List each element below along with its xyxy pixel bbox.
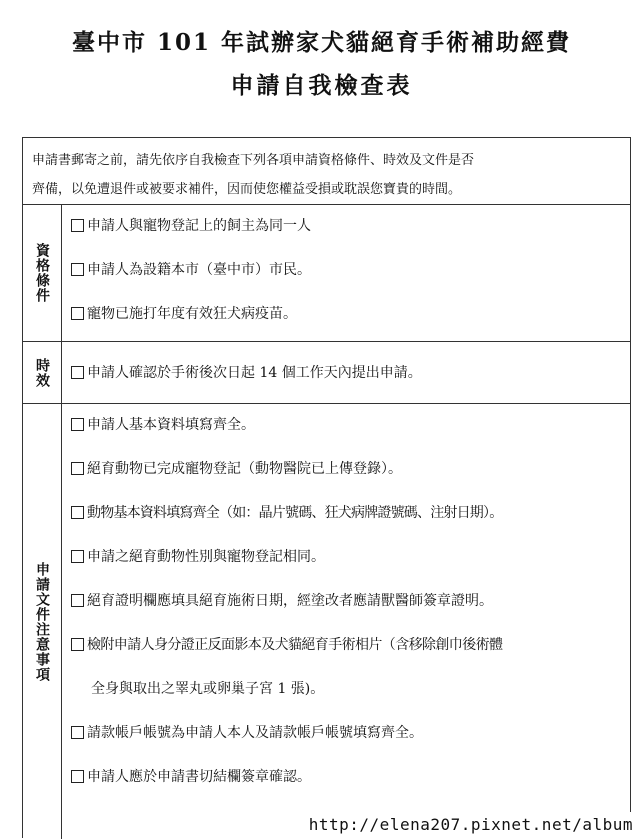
section-label-timeliness: 時效 bbox=[34, 357, 50, 388]
intro-cell bbox=[23, 138, 630, 205]
checkbox[interactable] bbox=[71, 550, 84, 563]
checkbox[interactable] bbox=[71, 770, 84, 783]
checkbox[interactable] bbox=[71, 418, 84, 431]
section-label-eligibility: 資格條件 bbox=[34, 243, 50, 303]
item-text: 申請人應於申請書切結欄簽章確認。 bbox=[87, 769, 311, 785]
document-title-line1: 臺中市 101 年試辦家犬貓絕育手術補助經費 bbox=[71, 29, 572, 56]
checklist-item[interactable] bbox=[71, 590, 493, 610]
checklist-item[interactable] bbox=[71, 546, 325, 566]
intro-text-line1: 申請書郵寄之前，請先依序自我檢查下列各項申請資格條件、時效及文件是否 bbox=[32, 153, 475, 168]
item-text: 檢附申請人身分證正反面影本及犬貓絕育手術相片（含移除創巾後術體 bbox=[87, 637, 503, 653]
checklist-item[interactable] bbox=[71, 215, 311, 235]
checklist-item[interactable] bbox=[71, 722, 423, 742]
checkbox[interactable] bbox=[71, 726, 84, 739]
item-text: 絕育證明欄應填具絕育施術日期，經塗改者應請獸醫師簽章證明。 bbox=[87, 593, 493, 609]
checkbox[interactable] bbox=[71, 506, 84, 519]
checklist-item[interactable] bbox=[71, 458, 402, 478]
checklist-item[interactable] bbox=[71, 303, 297, 323]
watermark-url: http://elena207.pixnet.net/album bbox=[295, 812, 643, 838]
section-timeliness bbox=[23, 342, 630, 404]
checklist-item[interactable] bbox=[71, 766, 311, 786]
checklist-item[interactable] bbox=[71, 414, 255, 434]
section-label-documents: 申請文件注意事項 bbox=[34, 561, 50, 682]
item-text: 申請人為設籍本市（臺中市）市民。 bbox=[87, 262, 311, 278]
checkbox[interactable] bbox=[71, 638, 84, 651]
item-text: 寵物已施打年度有效狂犬病疫苗。 bbox=[87, 306, 297, 322]
intro-text-line2: 齊備，以免遭退件或被要求補件，因而使您權益受損或耽誤您寶貴的時間。 bbox=[32, 182, 462, 197]
item-text: 申請之絕育動物性別與寵物登記相同。 bbox=[87, 549, 325, 565]
section-label-cell bbox=[23, 404, 62, 839]
checklist-item[interactable] bbox=[71, 259, 311, 279]
checklist-table bbox=[22, 137, 631, 838]
checkbox[interactable] bbox=[71, 263, 84, 276]
checkbox[interactable] bbox=[71, 219, 84, 232]
item-text-continuation bbox=[91, 678, 324, 698]
item-text: 絕育動物已完成寵物登記（動物醫院已上傳登錄）。 bbox=[87, 461, 402, 477]
checkbox[interactable] bbox=[71, 366, 84, 379]
checklist-item[interactable] bbox=[71, 362, 422, 382]
checklist-item[interactable] bbox=[71, 502, 502, 522]
section-label-cell bbox=[23, 205, 62, 341]
section-label-cell bbox=[23, 342, 62, 403]
checkbox[interactable] bbox=[71, 594, 84, 607]
checkbox[interactable] bbox=[71, 462, 84, 475]
section-documents bbox=[23, 404, 630, 839]
section-eligibility bbox=[23, 205, 630, 342]
item-text: 申請人與寵物登記上的飼主為同一人 bbox=[87, 218, 311, 234]
checklist-item[interactable] bbox=[71, 634, 502, 654]
item-text: 動物基本資料填寫齊全（如：晶片號碼、狂犬病牌證號碼、注射日期）。 bbox=[87, 505, 503, 521]
item-text: 申請人確認於手術後次日起 14 個工作天內提出申請。 bbox=[87, 365, 422, 381]
item-text: 申請人基本資料填寫齊全。 bbox=[87, 417, 255, 433]
checkbox[interactable] bbox=[71, 307, 84, 320]
item-text: 請款帳戶帳號為申請人本人及請款帳戶帳號填寫齊全。 bbox=[87, 725, 423, 741]
item-text: 全身與取出之睪丸或卵巢子宮 1 張)。 bbox=[91, 681, 325, 697]
document-title-line2: 申請自我檢查表 bbox=[230, 72, 413, 99]
